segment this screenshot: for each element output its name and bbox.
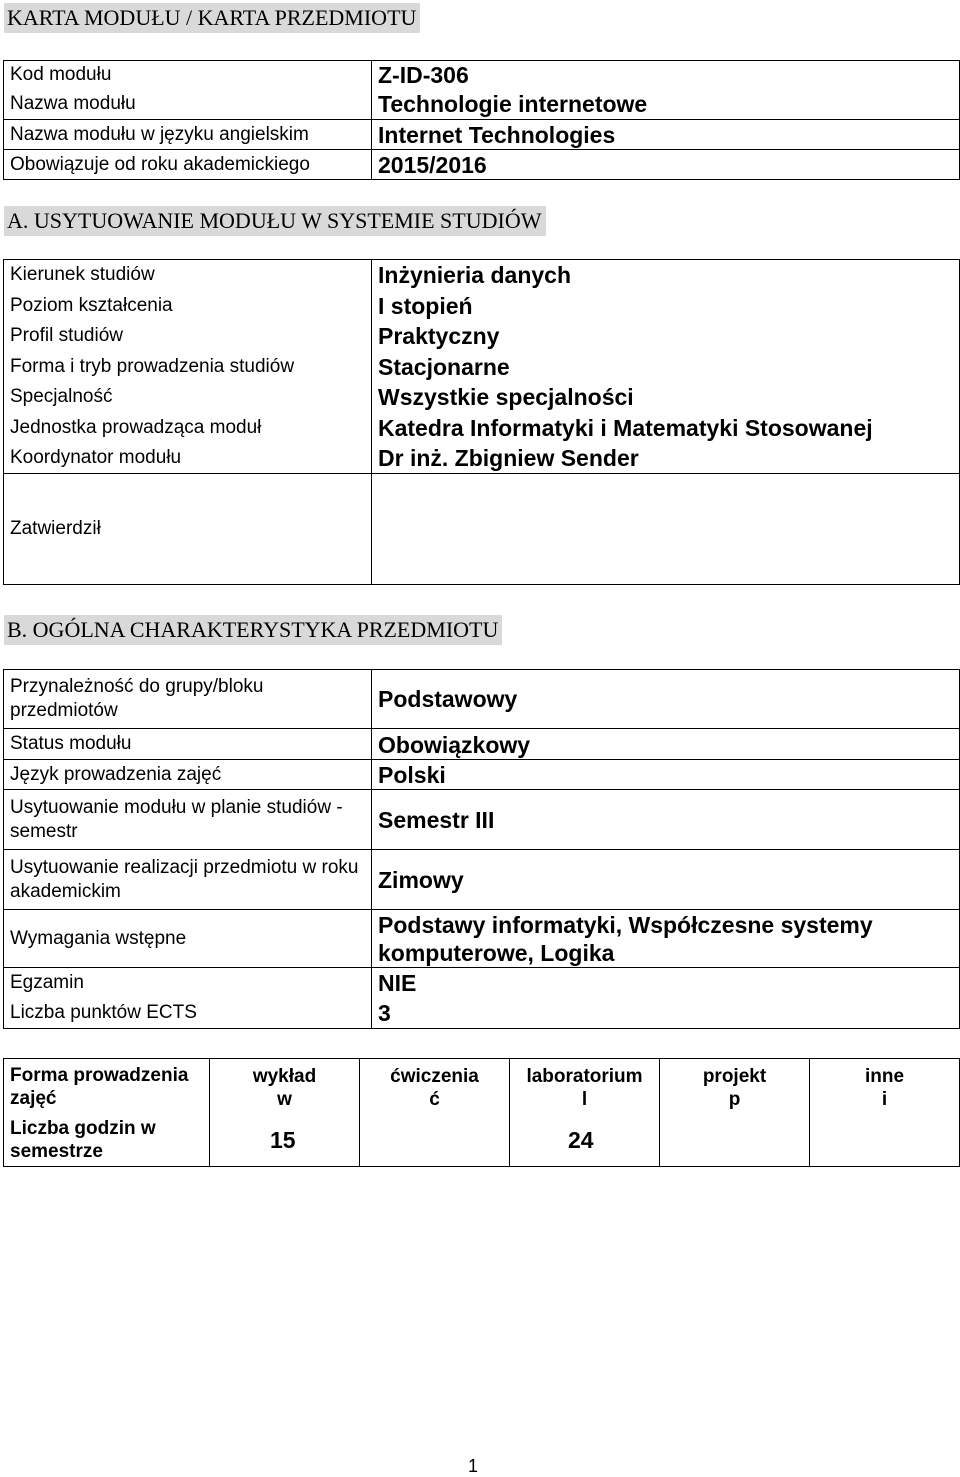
exercises-abbr: ć [429, 1089, 440, 1110]
laboratory-hours: 24 [510, 1115, 660, 1167]
academic-period-label: Usytuowanie realizacji przedmiotu w roku akademickim [4, 850, 372, 910]
coordinator-value: Dr inż. Zbigniew Sender [372, 443, 960, 474]
exercises-hours [360, 1115, 510, 1167]
study-profile-value: Praktyczny [372, 321, 960, 352]
project-abbr: p [728, 1089, 741, 1110]
field-of-study-label: Kierunek studiów [4, 260, 372, 291]
lecture-name: wykład [252, 1066, 317, 1087]
education-level-label: Poziom kształcenia [4, 291, 372, 321]
course-group-value: Podstawowy [372, 670, 960, 729]
exercises-name: ćwiczenia [390, 1066, 479, 1087]
lecture-hours: 15 [210, 1115, 360, 1167]
module-code-value: Z-ID-306 [372, 61, 960, 90]
module-info-table [3, 60, 960, 180]
language-label: Język prowadzenia zajęć [4, 760, 372, 790]
section-b-table [3, 669, 960, 1029]
academic-year-label: Obowiązuje od roku akademickiego [4, 150, 372, 180]
language-value: Polski [372, 760, 960, 790]
other-abbr: i [881, 1089, 888, 1110]
ects-value: 3 [372, 999, 960, 1029]
specialty-label: Specjalność [4, 382, 372, 413]
laboratory-name: laboratorium [526, 1066, 643, 1087]
course-group-label: Przynależność do grupy/bloku przedmiotów [4, 670, 372, 729]
column-header-exercises [360, 1059, 510, 1115]
approved-by-value [372, 474, 960, 585]
specialty-value: Wszystkie specjalności [372, 382, 960, 413]
section-a-title: A. USYTUOWANIE MODUŁU W SYSTEMIE STUDIÓW [4, 206, 546, 236]
module-status-value: Obowiązkowy [372, 729, 960, 760]
column-header-lecture [210, 1059, 360, 1115]
hours-label: Liczba godzin w semestrze [4, 1115, 210, 1167]
column-header-laboratory [510, 1059, 660, 1115]
prerequisites-label: Wymagania wstępne [4, 910, 372, 968]
study-mode-label: Forma i tryb prowadzenia studiów [4, 352, 372, 382]
semester-label: Usytuowanie modułu w planie studiów - semestr [4, 790, 372, 850]
project-hours [660, 1115, 810, 1167]
education-level-value: I stopień [372, 291, 960, 321]
other-hours [810, 1115, 960, 1167]
academic-period-value: Zimowy [372, 850, 960, 910]
exam-value: NIE [372, 968, 960, 999]
study-mode-value: Stacjonarne [372, 352, 960, 382]
section-b-title: B. OGÓLNA CHARAKTERYSTYKA PRZEDMIOTU [4, 615, 502, 645]
document-title: KARTA MODUŁU / KARTA PRZEDMIOTU [4, 3, 420, 33]
other-name: inne [864, 1066, 905, 1087]
semester-value: Semestr III [372, 790, 960, 850]
hours-table [3, 1058, 960, 1167]
module-status-label: Status modułu [4, 729, 372, 760]
page-number: 1 [468, 1456, 479, 1476]
prerequisites-value: Podstawy informatyki, Współczesne systemy komputerowe, Logika [372, 910, 960, 968]
field-of-study-value: Inżynieria danych [372, 260, 960, 291]
class-form-label: Forma prowadzenia zajęć [4, 1059, 210, 1115]
study-profile-label: Profil studiów [4, 321, 372, 352]
project-name: projekt [702, 1066, 767, 1087]
section-a-table [3, 259, 960, 585]
column-header-project [660, 1059, 810, 1115]
coordinator-label: Koordynator modułu [4, 443, 372, 474]
laboratory-abbr: l [581, 1089, 588, 1110]
module-code-label: Kod modułu [4, 61, 372, 90]
module-name-en-value: Internet Technologies [372, 120, 960, 150]
exam-label: Egzamin [4, 968, 372, 999]
module-name-label: Nazwa modułu [4, 90, 372, 120]
ects-label: Liczba punktów ECTS [4, 999, 372, 1029]
module-name-en-label: Nazwa modułu w języku angielskim [4, 120, 372, 150]
approved-by-label: Zatwierdził [4, 474, 372, 585]
unit-value: Katedra Informatyki i Matematyki Stosowanej [372, 413, 960, 443]
column-header-other [810, 1059, 960, 1115]
module-name-value: Technologie internetowe [372, 90, 960, 120]
unit-label: Jednostka prowadząca moduł [4, 413, 372, 443]
academic-year-value: 2015/2016 [372, 150, 960, 180]
lecture-abbr: w [277, 1089, 292, 1110]
